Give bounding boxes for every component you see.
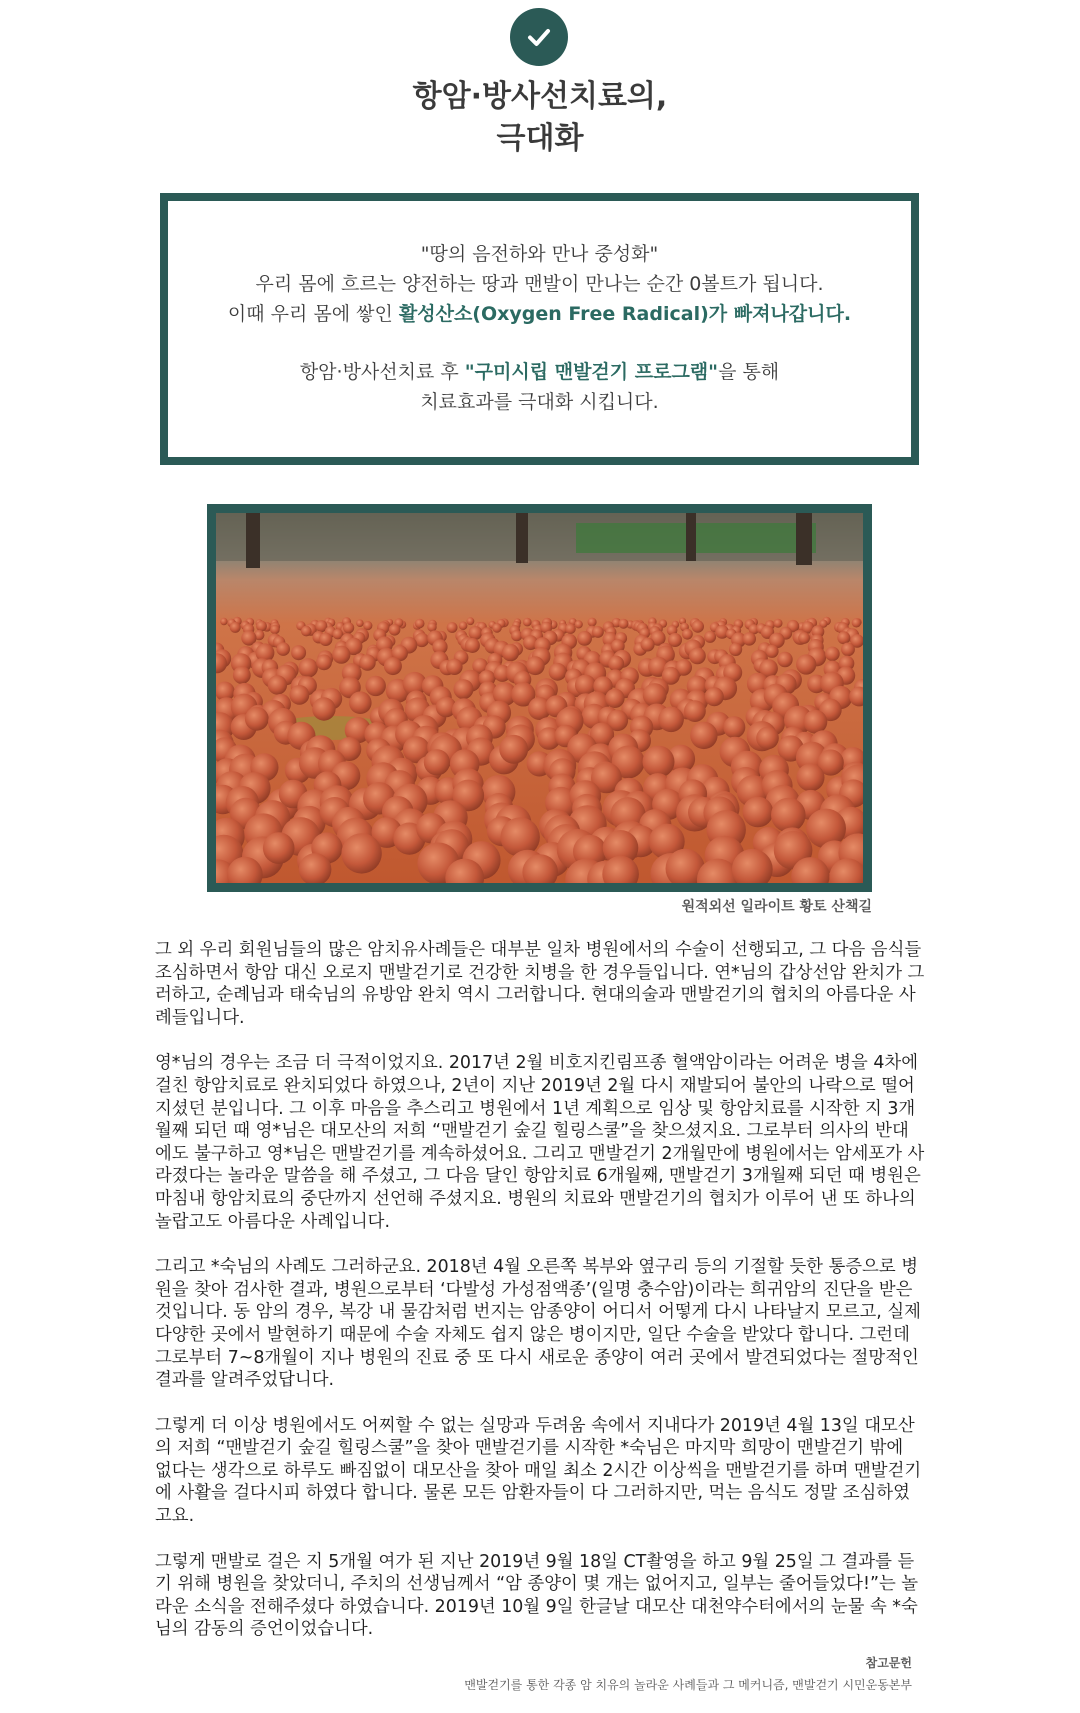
checkmark-glyph <box>524 22 554 52</box>
trail-photo <box>207 504 872 892</box>
clay-ball <box>511 630 522 641</box>
references-heading: 참고문헌 <box>865 1656 912 1670</box>
clay-ball <box>256 621 267 632</box>
check-circle-icon <box>510 8 568 66</box>
clay-ball <box>263 832 295 864</box>
quote-line-4 <box>168 357 911 387</box>
clay-ball <box>743 632 756 645</box>
quote-line-4-accent: "구미시립 맨발걷기 프로그램" <box>464 361 719 383</box>
clay-ball <box>605 689 624 708</box>
article-paragraph: 그렇게 맨발로 걸은 지 5개월 여가 된 지난 2019년 9월 18일 CT촬영을 하고 9월 25일 그 결과를 듣기 위해 병원을 찾았더니, 주치의 선생님께서 “암 종양이 몇 개는 없어지고, 일부는 줄어들었다!”는 놀라운 소식을 전해주셨다 하였습니다. 2019년 10월 9일 한글날 대모산 대천약수터에서의 눈물 속 *숙님의 감동의 증언이었습니다. <box>155 1551 919 1640</box>
clay-ball <box>499 735 528 764</box>
clay-ball <box>798 632 810 644</box>
clay-ball <box>245 707 269 731</box>
clay-ball <box>467 617 475 625</box>
clay-ball <box>619 619 629 629</box>
clay-ball <box>415 619 425 629</box>
clay-ball <box>643 683 667 707</box>
references-source: 맨발걷기를 통한 각종 암 치유의 놀라운 사례들과 그 메커니즘, 맨발걷기 시민운동본부 <box>464 1678 912 1692</box>
page-title <box>0 76 1080 160</box>
clay-ball <box>316 654 332 670</box>
references <box>464 1652 912 1696</box>
clay-ball <box>359 654 375 670</box>
highlight-quote-box <box>160 193 919 465</box>
quote-line-4-suffix: 을 통해 <box>718 361 780 383</box>
clay-ball <box>427 622 436 631</box>
clay-ball <box>723 716 745 738</box>
clay-ball <box>220 618 227 625</box>
quote-line-5: 치료효과를 극대화 시킵니다. <box>420 391 659 413</box>
clay-ball <box>777 652 792 667</box>
clay-ball <box>690 722 717 749</box>
clay-ball <box>588 618 597 627</box>
clay-ball <box>233 666 251 684</box>
clay-ball-trail-illustration <box>216 513 863 883</box>
clay-ball <box>384 657 402 675</box>
clay-ball <box>682 629 693 640</box>
article-paragraph: 그렇게 더 이상 병원에서도 어찌할 수 없는 실망과 두려움 속에서 지내다가 2019년 4월 13일 대모산의 저희 “맨발걷기 숲길 힐링스쿨”을 찾아 맨발걷기를 시작한 *숙님은 마지막 희망이 맨발걷기 밖에 없다는 생각으로 하루도 빠짐없이 대모산을 찾아 매일 최소 2시간 이상씩을 맨발걷기를 하며 맨발걷기에 사활을 걸다시피 하였다 합니다. 물론 모든 암환자들이 다 그러하지만, 먹는 음식도 정말 조심하였고요. <box>155 1415 922 1527</box>
clay-ball <box>356 619 364 627</box>
clay-ball <box>230 622 241 633</box>
clay-ball <box>492 623 502 633</box>
photo-caption: 원적외선 일라이트 황토 산책길 <box>681 899 872 915</box>
clay-ball <box>704 631 716 643</box>
clay-ball <box>424 749 450 775</box>
clay-ball <box>804 710 828 734</box>
clay-ball <box>692 620 704 632</box>
clay-ball <box>796 654 816 674</box>
clay-ball <box>689 648 706 665</box>
clay-ball <box>592 626 604 638</box>
article-paragraph: 그리고 *숙님의 사례도 그러하군요. 2018년 4월 오른쪽 복부와 옆구리 등의 기절할 듯한 통증으로 병원을 찾아 검사한 결과, 병원으로부터 ‘다발성 가성점액종’(일명 충수암)이라는 희귀암의 진단을 받은 것입니다. 동 암의 경우, 복강 내 물감처럼 번지는 암종양이 어디서 어떻게 다시 나타날지 모르고, 실제 다양한 곳에서 발현하기 때문에 수술 자체도 쉽지 않은 병이지만, 일단 수술을 받았다 합니다. 그런데 그로부터 7~8개월이 지나 병원의 진료 중 또 다시 새로운 종양이 여러 곳에서 발견되었다는 절망적인 결과를 알려주었답니다. <box>155 1257 921 1391</box>
clay-ball <box>641 638 655 652</box>
clay-ball <box>565 624 576 635</box>
article-body <box>155 939 925 1664</box>
clay-ball <box>756 727 779 750</box>
clay-ball <box>299 658 318 677</box>
clay-ball <box>276 642 290 656</box>
page-title-line-2: 극대화 <box>496 121 584 156</box>
clay-ball <box>341 833 381 873</box>
quote-line-3 <box>168 299 911 329</box>
clay-ball <box>825 647 840 662</box>
clay-ball <box>852 618 861 627</box>
clay-ball <box>658 707 684 733</box>
clay-ball <box>459 621 468 630</box>
clay-ball <box>771 798 806 833</box>
clay-ball <box>526 656 545 675</box>
clay-ball <box>575 620 583 628</box>
clay-ball <box>301 626 312 637</box>
clay-ball <box>608 656 624 672</box>
quote-line-4-prefix: 항암·방사선치료 후 <box>299 361 465 383</box>
clay-ball <box>343 622 354 633</box>
clay-ball <box>643 746 675 778</box>
clay-ball <box>523 618 532 627</box>
clay-ball <box>389 624 401 636</box>
clay-ball <box>270 625 280 635</box>
clay-ball <box>705 687 724 706</box>
clay-ball <box>577 631 592 646</box>
clay-ball <box>774 619 783 628</box>
quote-line-3-accent: 활성산소(Oxygen Free Radical)가 빠져나갑니다. <box>398 303 852 325</box>
clay-ball <box>366 676 386 696</box>
article-paragraph: 영*님의 경우는 조금 더 극적이었지요. 2017년 2월 비호지킨림프종 혈액암이라는 어려운 병을 4차에 걸친 항암치료로 완치되었다 하였으나, 2년이 지난 2019년 2월 다시 재발되어 불안의 나락으로 떨어지셨던 분입니다. 그 이후 마음을 추스리고 병원에서 1년 계획으로 임상 및 항암치료를 시작한 지 3개월째 되던 때 영*님은 대모산의 저희 “맨발걷기 숲길 힐링스쿨”을 찾으셨지요. 그로부터 의사의 반대에도 불구하고 영*님은 맨발걷기를 계속하셨어요. 그리고 맨발걷기 2개월만에 병원에서는 암세포가 사라졌다는 놀라운 말씀을 해 주셨고, 그 다음 달인 항암치료 6개월째, 맨발걷기 3개월째 되던 때 병원은 마침내 항암치료의 중단까지 선언해 주셨지요. 병원의 치료와 맨발걷기의 협치가 이루어 낸 또 하나의 놀랍고도 아름다운 사례입니다. <box>155 1053 925 1232</box>
clay-ball <box>332 646 350 664</box>
quote-line-3-prefix: 이때 우리 몸에 쌓인 <box>227 303 399 325</box>
clay-ball <box>797 764 825 792</box>
clay-ball <box>446 659 462 675</box>
clay-ball <box>291 645 306 660</box>
clay-ball <box>349 691 372 714</box>
clay-ball <box>312 697 335 720</box>
clay-ball <box>549 663 567 681</box>
clay-ball <box>319 633 332 646</box>
clay-ball <box>841 643 855 657</box>
clay-ball <box>684 700 706 722</box>
quote-line-2: 우리 몸에 흐르는 양전하는 땅과 맨발이 만나는 순간 0볼트가 됩니다. <box>255 273 824 295</box>
clay-ball <box>454 679 474 699</box>
clay-ball <box>268 675 287 694</box>
clay-ball <box>290 685 310 705</box>
page-title-line-1: 항암·방사선치료의, <box>412 79 668 114</box>
clay-ball <box>743 797 774 828</box>
clay-ball <box>465 638 480 653</box>
quote-line-1: "땅의 음전하와 만나 중성화" <box>420 243 659 265</box>
clay-ball <box>837 631 850 644</box>
clay-ball <box>502 644 519 661</box>
clay-ball <box>729 643 742 656</box>
article-paragraph: 그 외 우리 회원님들의 많은 암치유사례들은 대부분 일차 병원에서의 수술이 선행되고, 그 다음 음식들 조심하면서 항암 대신 오로지 맨발걷기로 건강한 치병을 한 경우들입니다. 연*님의 갑상선암 완치가 그러하고, 순례님과 태숙님의 유방암 완치 역시 그러합니다. 현대의술과 맨발걷기의 협치의 아름다운 사례들입니다. <box>155 940 925 1028</box>
clay-ball <box>447 622 458 633</box>
